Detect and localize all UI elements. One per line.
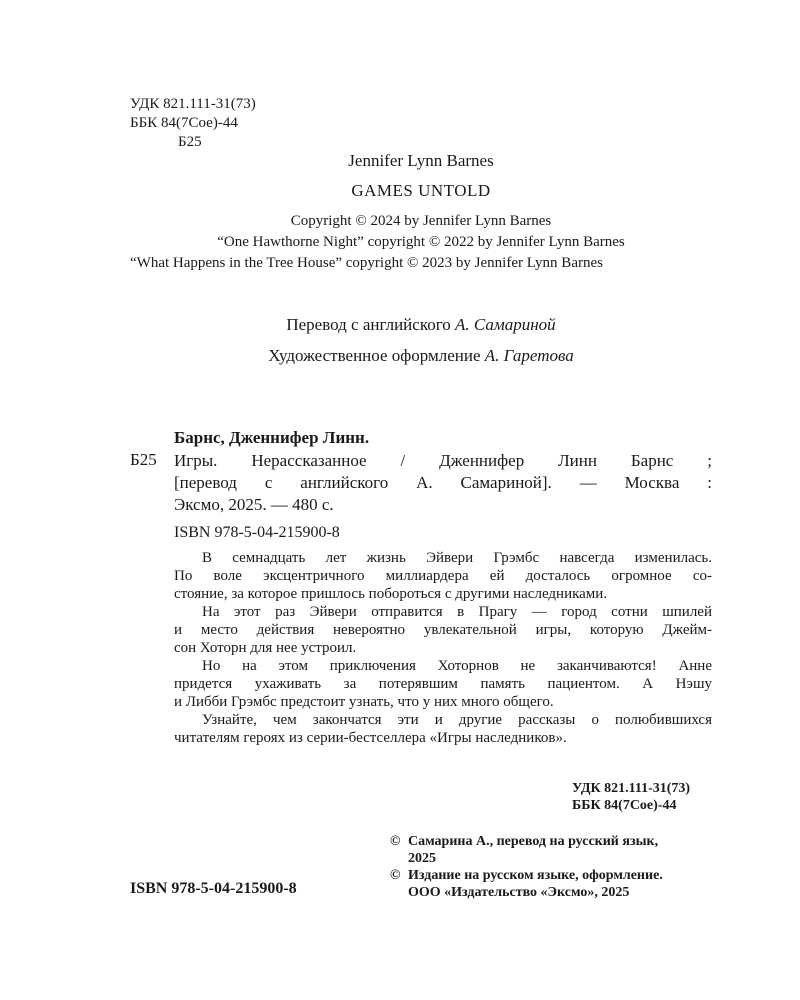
record-description — [174, 450, 712, 516]
annotation-paragraph-3 — [174, 657, 712, 711]
annotation-line: сон Хоторн для нее устроил. — [174, 640, 357, 656]
copyright-line-1: Copyright © 2024 by Jennifer Lynn Barnes — [290, 213, 552, 229]
annotation-line: стояние, за которое пришлось побороться с другими наследниками. — [174, 586, 608, 602]
udk-code-bottom: УДК 821.111-31(73) — [572, 781, 691, 796]
annotation-line: Узнайте, чем закончатся эти и другие рассказы о полюбившихся — [202, 712, 712, 728]
copyright-ru-2-line-1: Издание на русском языке, оформление. — [408, 868, 663, 883]
designer-name: А. Гаретова — [484, 346, 574, 365]
annotation — [174, 549, 712, 747]
annotation-line: и место действия невероятно увлекательной игры, которую Джейм- — [174, 622, 712, 638]
udk-code-top: УДК 821.111-31(73) — [130, 96, 256, 112]
annotation-paragraph-4 — [174, 711, 712, 747]
copyright-ru-2-line-2: ООО «Издательство «Эксмо», 2025 — [408, 885, 630, 900]
design-credit — [0, 346, 800, 366]
isbn-bottom: ISBN 978-5-04-215900-8 — [130, 880, 297, 897]
copyright-ru-1-line-1: Самарина А., перевод на русский язык, — [408, 834, 659, 849]
copyright-ru-1-line-2: 2025 — [408, 851, 436, 866]
translation-credit — [0, 315, 800, 335]
copyright-mark-1: © — [390, 834, 401, 849]
record-line-2: [перевод с английского А. Самариной]. — Москва : — [174, 473, 712, 492]
original-title: GAMES UNTOLD — [351, 181, 491, 200]
copyright-line-3: “What Happens in the Tree House” copyright © 2023 by Jennifer Lynn Barnes — [130, 255, 603, 271]
record-isbn: ISBN 978-5-04-215900-8 — [174, 524, 340, 541]
copyright-line-2: “One Hawthorne Night” copyright © 2022 by Jennifer Lynn Barnes — [217, 234, 625, 250]
bbk-code-bottom: ББК 84(7Сое)-44 — [572, 798, 677, 813]
annotation-line: и Либби Грэмбс предстоит узнать, что у них много общего. — [174, 694, 554, 710]
translator-name: А. Самариной — [455, 315, 556, 334]
annotation-line: Но на этом приключения Хоторнов не заканчиваются! Анне — [202, 658, 712, 674]
annotation-line: придется ухаживать за потерявшим память пациентом. А Нэшу — [174, 676, 712, 692]
translation-label: Перевод с английского — [286, 315, 456, 334]
author-mark-top: Б25 — [178, 134, 202, 150]
annotation-line: В семнадцать лет жизнь Эйвери Грэмбс навсегда изменилась. — [202, 550, 712, 566]
annotation-line: читателям героях из серии-бестселлера «Игры наследников». — [174, 730, 567, 746]
annotation-line: На этот раз Эйвери отправится в Прагу — город сотни шпилей — [202, 604, 712, 620]
original-author: Jennifer Lynn Barnes — [348, 151, 494, 170]
record-mark: Б25 — [130, 450, 157, 469]
record-line-3: Эксмо, 2025. — 480 с. — [174, 495, 334, 514]
copyright-mark-2: © — [390, 868, 401, 883]
record-heading: Барнс, Дженнифер Линн. — [174, 428, 370, 447]
annotation-paragraph-2 — [174, 603, 712, 657]
design-label: Художественное оформление — [268, 346, 485, 365]
annotation-paragraph-1 — [174, 549, 712, 603]
annotation-line: По воле эксцентричного миллиардера ей досталось огромное со- — [174, 568, 712, 584]
bbk-code-top: ББК 84(7Сое)-44 — [130, 115, 238, 131]
record-line-1: Игры. Нерассказанное / Дженнифер Линн Барнс ; — [174, 451, 712, 470]
